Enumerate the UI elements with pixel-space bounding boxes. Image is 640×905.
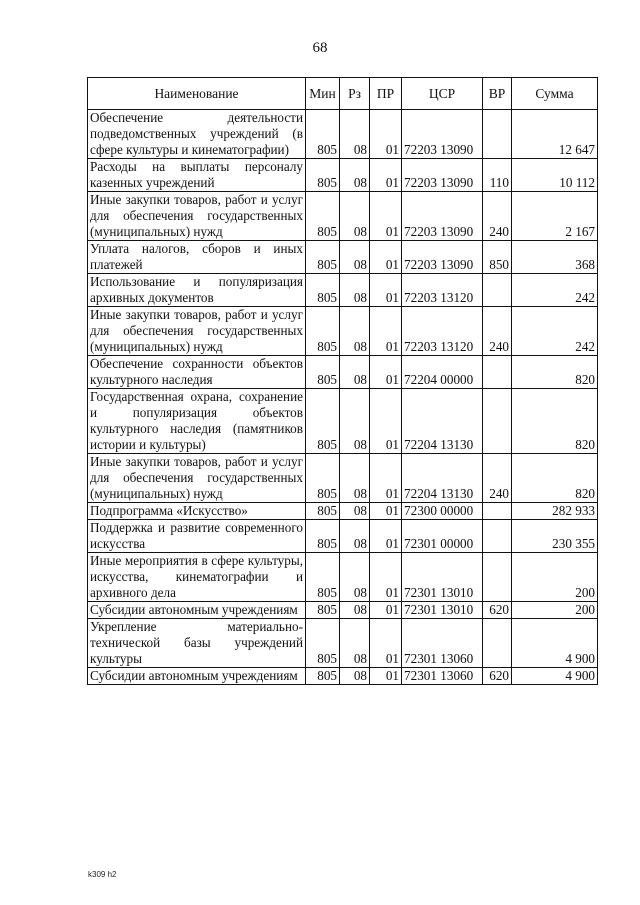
table-row [88, 389, 598, 454]
cell-min: 805 [306, 192, 340, 241]
cell-min: 805 [306, 159, 340, 192]
cell-csr: 72203 13120 [402, 307, 483, 356]
cell-csr: 72301 13060 [402, 668, 483, 685]
cell-pr: 01 [370, 159, 402, 192]
cell-vr [483, 274, 512, 307]
table-row [88, 454, 598, 503]
cell-vr [483, 553, 512, 602]
cell-min: 805 [306, 553, 340, 602]
cell-rz: 08 [340, 602, 370, 619]
cell-pr: 01 [370, 110, 402, 159]
cell-rz: 08 [340, 192, 370, 241]
cell-name: Иные закупки товаров, работ и услуг для обеспечения государственных (муниципальных) нужд [88, 454, 306, 503]
cell-sum: 282 933 [512, 503, 598, 520]
cell-csr: 72204 13130 [402, 389, 483, 454]
cell-name: Иные закупки товаров, работ и услуг для обеспечения государственных (муниципальных) нужд [88, 192, 306, 241]
cell-pr: 01 [370, 307, 402, 356]
budget-table [87, 77, 598, 685]
cell-min: 805 [306, 619, 340, 668]
cell-name: Субсидии автономным учреждениям [88, 668, 306, 685]
table-row [88, 668, 598, 685]
cell-name: Иные закупки товаров, работ и услуг для обеспечения государственных (муниципальных) нужд [88, 307, 306, 356]
cell-name: Расходы на выплаты персоналу казенных учреждений [88, 159, 306, 192]
cell-csr: 72301 13010 [402, 553, 483, 602]
cell-name: Укрепление материально-технической базы учреждений культуры [88, 619, 306, 668]
cell-vr: 110 [483, 159, 512, 192]
cell-sum: 4 900 [512, 668, 598, 685]
cell-vr [483, 619, 512, 668]
cell-sum: 368 [512, 241, 598, 274]
header-name: Наименование [88, 78, 306, 110]
table-row [88, 356, 598, 389]
cell-csr: 72203 13090 [402, 159, 483, 192]
cell-vr: 240 [483, 307, 512, 356]
cell-rz: 08 [340, 307, 370, 356]
cell-min: 805 [306, 454, 340, 503]
cell-name: Иные мероприятия в сфере культуры, искусства, кинематографии и архивного дела [88, 553, 306, 602]
table-row [88, 553, 598, 602]
header-csr: ЦСР [402, 78, 483, 110]
cell-sum: 230 355 [512, 520, 598, 553]
cell-pr: 01 [370, 520, 402, 553]
header-pr: ПР [370, 78, 402, 110]
cell-name: Использование и популяризация архивных документов [88, 274, 306, 307]
header-rz: Рз [340, 78, 370, 110]
cell-vr [483, 356, 512, 389]
cell-name: Обеспечение сохранности объектов культурного наследия [88, 356, 306, 389]
cell-rz: 08 [340, 619, 370, 668]
cell-rz: 08 [340, 668, 370, 685]
cell-pr: 01 [370, 668, 402, 685]
table-row [88, 503, 598, 520]
table-row [88, 307, 598, 356]
cell-vr: 240 [483, 454, 512, 503]
cell-csr: 72300 00000 [402, 503, 483, 520]
cell-pr: 01 [370, 356, 402, 389]
cell-rz: 08 [340, 389, 370, 454]
cell-min: 805 [306, 274, 340, 307]
table-row [88, 602, 598, 619]
cell-pr: 01 [370, 553, 402, 602]
cell-sum: 242 [512, 274, 598, 307]
cell-rz: 08 [340, 503, 370, 520]
cell-csr: 72203 13090 [402, 241, 483, 274]
cell-csr: 72204 00000 [402, 356, 483, 389]
cell-sum: 820 [512, 454, 598, 503]
table-row [88, 520, 598, 553]
table-header-row [88, 78, 598, 110]
cell-min: 805 [306, 520, 340, 553]
cell-sum: 820 [512, 389, 598, 454]
cell-name: Поддержка и развитие современного искусства [88, 520, 306, 553]
cell-min: 805 [306, 307, 340, 356]
cell-vr [483, 503, 512, 520]
cell-min: 805 [306, 241, 340, 274]
table-row [88, 241, 598, 274]
cell-rz: 08 [340, 553, 370, 602]
cell-sum: 2 167 [512, 192, 598, 241]
cell-sum: 4 900 [512, 619, 598, 668]
cell-csr: 72204 13130 [402, 454, 483, 503]
header-sum: Сумма [512, 78, 598, 110]
cell-vr [483, 110, 512, 159]
cell-csr: 72301 13010 [402, 602, 483, 619]
cell-rz: 08 [340, 454, 370, 503]
cell-pr: 01 [370, 241, 402, 274]
cell-pr: 01 [370, 602, 402, 619]
cell-sum: 12 647 [512, 110, 598, 159]
cell-csr: 72203 13090 [402, 110, 483, 159]
cell-rz: 08 [340, 241, 370, 274]
page-number: 68 [312, 40, 328, 56]
cell-rz: 08 [340, 159, 370, 192]
table-row [88, 274, 598, 307]
table-body [88, 110, 598, 685]
cell-sum: 10 112 [512, 159, 598, 192]
cell-name: Уплата налогов, сборов и иных платежей [88, 241, 306, 274]
header-min: Мин [306, 78, 340, 110]
cell-pr: 01 [370, 619, 402, 668]
cell-min: 805 [306, 668, 340, 685]
cell-sum: 200 [512, 553, 598, 602]
table-row [88, 619, 598, 668]
table-row [88, 159, 598, 192]
cell-sum: 200 [512, 602, 598, 619]
cell-min: 805 [306, 389, 340, 454]
cell-vr: 620 [483, 668, 512, 685]
cell-pr: 01 [370, 192, 402, 241]
table-row [88, 110, 598, 159]
cell-name: Подпрограмма «Искусство» [88, 503, 306, 520]
cell-min: 805 [306, 110, 340, 159]
cell-pr: 01 [370, 503, 402, 520]
cell-rz: 08 [340, 520, 370, 553]
cell-pr: 01 [370, 389, 402, 454]
cell-min: 805 [306, 503, 340, 520]
cell-vr [483, 520, 512, 553]
cell-min: 805 [306, 602, 340, 619]
cell-rz: 08 [340, 356, 370, 389]
cell-sum: 820 [512, 356, 598, 389]
footer-code: k309 h2 [88, 870, 117, 879]
table-row [88, 192, 598, 241]
cell-sum: 242 [512, 307, 598, 356]
cell-name: Государственная охрана, сохранение и популяризация объектов культурного наследия (памятников истории и культуры) [88, 389, 306, 454]
cell-vr [483, 389, 512, 454]
cell-name: Обеспечение деятельности подведомственных учреждений (в сфере культуры и кинематографии) [88, 110, 306, 159]
cell-rz: 08 [340, 274, 370, 307]
cell-min: 805 [306, 356, 340, 389]
cell-pr: 01 [370, 274, 402, 307]
cell-csr: 72301 00000 [402, 520, 483, 553]
cell-csr: 72301 13060 [402, 619, 483, 668]
cell-csr: 72203 13090 [402, 192, 483, 241]
cell-csr: 72203 13120 [402, 274, 483, 307]
cell-rz: 08 [340, 110, 370, 159]
cell-pr: 01 [370, 454, 402, 503]
cell-vr: 850 [483, 241, 512, 274]
cell-vr: 240 [483, 192, 512, 241]
cell-name: Субсидии автономным учреждениям [88, 602, 306, 619]
header-vr: ВР [483, 78, 512, 110]
cell-vr: 620 [483, 602, 512, 619]
